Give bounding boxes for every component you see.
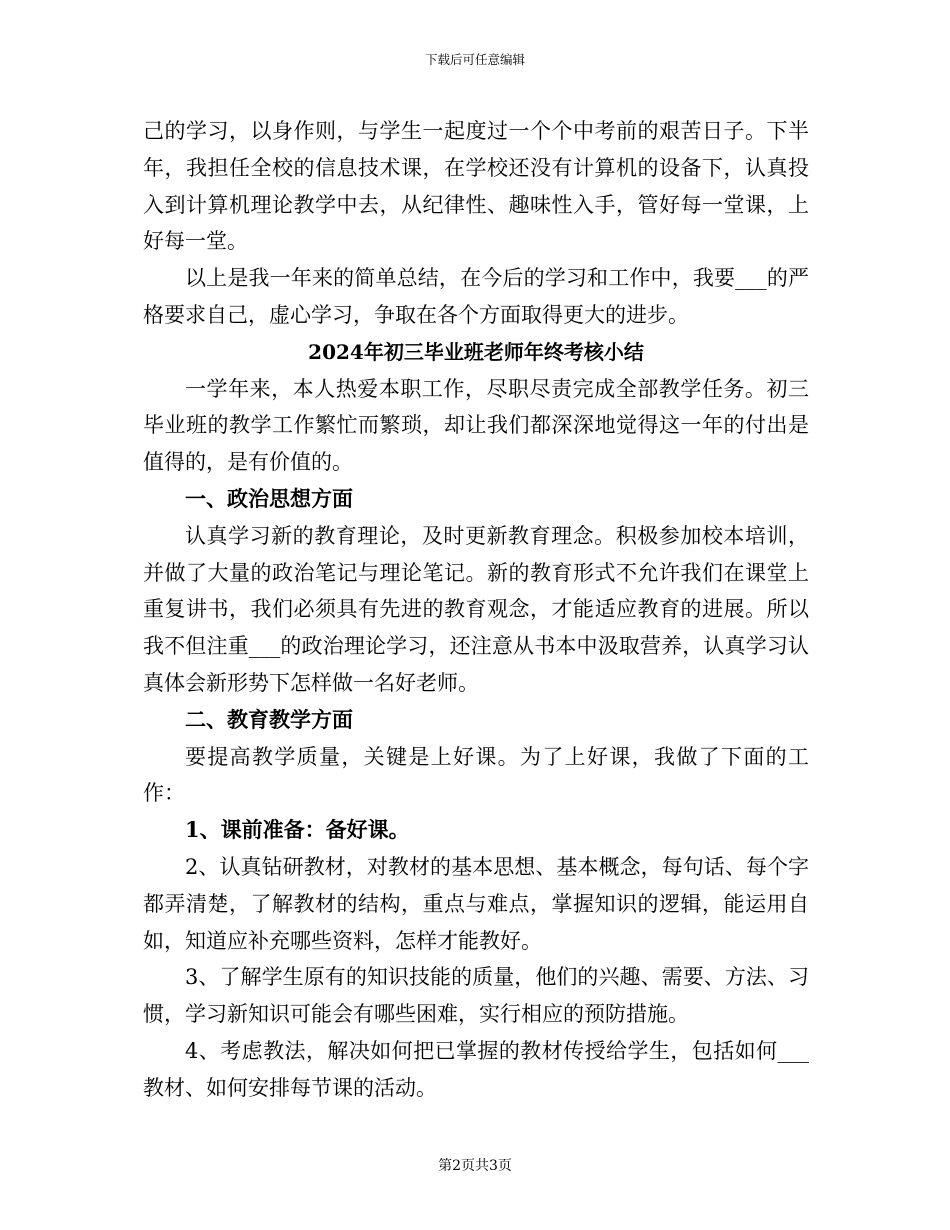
page-number: 第2页共3页 <box>438 1158 512 1174</box>
heading-teaching: 二、教育教学方面 <box>185 706 353 732</box>
list-item-3: 3、了解学生原有的知识技能的质量，他们的兴趣、需要、方法、习惯，学习新知识可能会有哪些困难，实行相应的预防措施。 <box>143 965 809 1027</box>
heading-political: 一、政治思想方面 <box>185 485 353 511</box>
paragraph-intro: 一学年来，本人热爱本职工作，尽职尽责完成全部教学任务。初三毕业班的教学工作繁忙而繁琐，却让我们都深深地觉得这一年的付出是值得的，是有价值的。 <box>143 376 809 475</box>
paragraph-summary-closing: 以上是我一年来的简单总结，在今后的学习和工作中，我要___的严格要求自己，虚心学习，争取在各个方面取得更大的进步。 <box>143 266 809 327</box>
section-title: 2024年初三毕业班老师年终考核小结 <box>308 339 644 364</box>
list-item-2: 2、认真钻研教材，对教材的基本思想、基本概念，每句话、每个字都弄清楚，了解教材的结构，重点与难点，掌握知识的逻辑，能运用自如，知道应补充哪些资料，怎样才能教好。 <box>143 854 809 953</box>
list-item-1: 1、课前准备：备好课。 <box>185 817 410 843</box>
paragraph-political: 认真学习新的教育理论，及时更新教育理念。积极参加校本培训，并做了大量的政治笔记与理论笔记。新的教育形式不允许我们在课堂上重复讲书，我们必须具有先进的教育观念，才能适应教育的进展。所以我不但注重___的政治理论学习，还注意从书本中汲取营养，认真学习认真体会新形势下怎样做一名好老师。 <box>143 523 809 695</box>
paragraph-teaching-intro: 要提高教学质量，关键是上好课。为了上好课，我做了下面的工作： <box>143 744 809 806</box>
paragraph-continuation: 己的学习，以身作则，与学生一起度过一个个中考前的艰苦日子。下半年，我担任全校的信息技术课，在学校还没有计算机的设备下，认真投入到计算机理论教学中去，从纪律性、趣味性入手，管好每一堂课，上好每一堂。 <box>143 119 809 254</box>
page-header-note: 下载后可任意编辑 <box>424 52 525 67</box>
list-item-4: 4、考虑教法，解决如何把已掌握的教材传授给学生，包括如何___教材、如何安排每节课的活动。 <box>143 1038 809 1100</box>
document-body <box>143 113 809 1107</box>
